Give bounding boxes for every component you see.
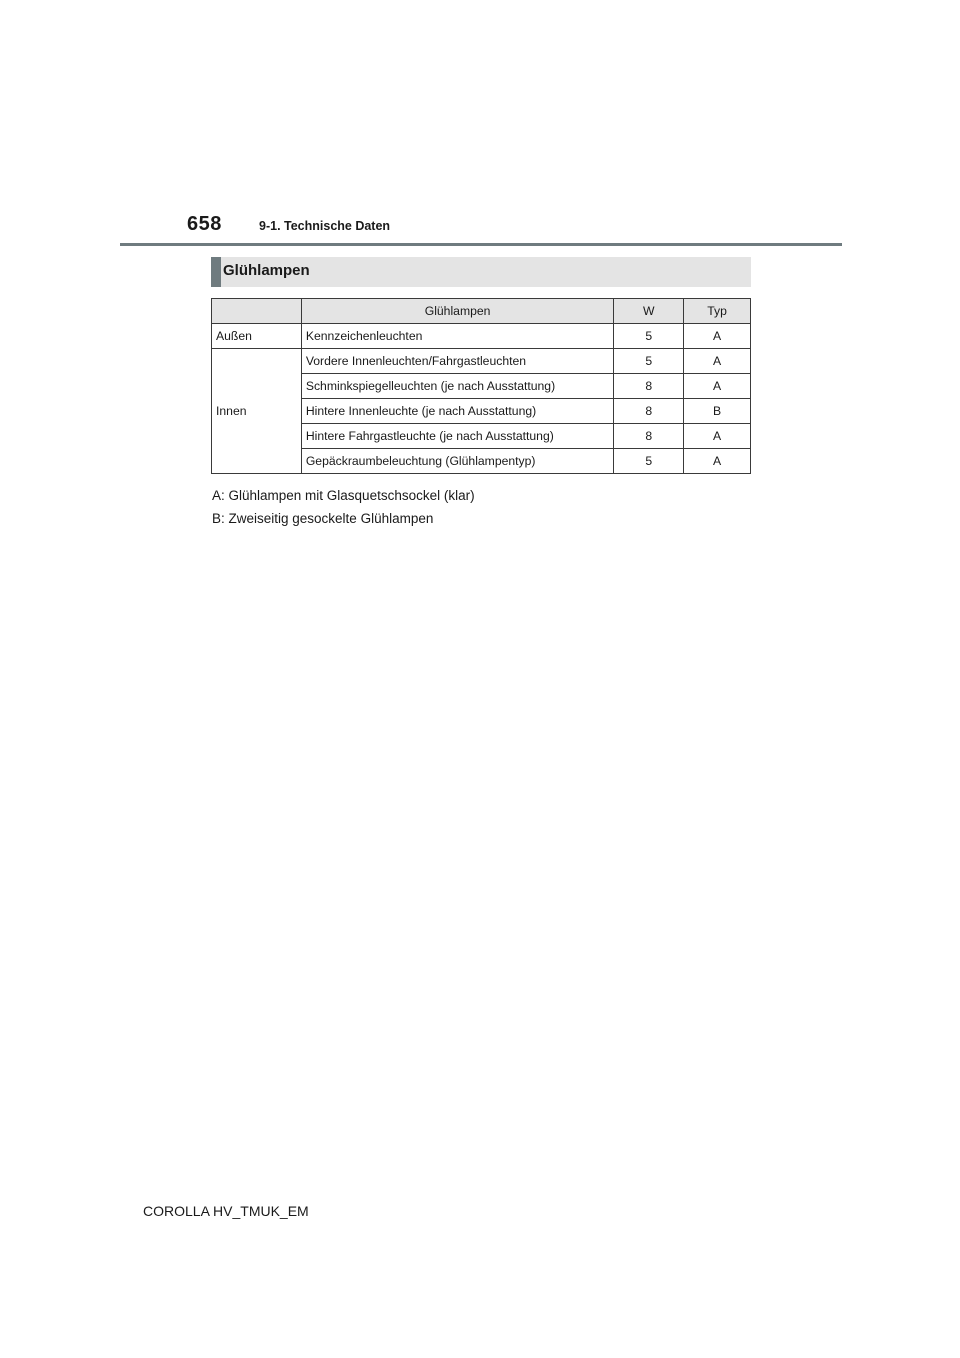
watt-cell: 8 — [614, 374, 684, 399]
bulb-table — [211, 298, 751, 474]
section-heading — [211, 257, 751, 287]
watt-cell: 5 — [614, 449, 684, 474]
location-cell-outside: Außen — [212, 324, 302, 349]
bulb-name-cell: Hintere Fahrgastleuchte (je nach Ausstattung) — [301, 424, 614, 449]
chapter-title: 9-1. Technische Daten — [259, 219, 391, 233]
footnote-type-a: A: Glühlampen mit Glasquetschsockel (klar) — [212, 488, 475, 503]
watt-cell: 8 — [614, 424, 684, 449]
bulb-name-cell: Kennzeichenleuchten — [301, 324, 614, 349]
table-header-row — [212, 299, 751, 324]
bulb-name-cell: Schminkspiegelleuchten (je nach Ausstattung) — [301, 374, 614, 399]
type-cell: A — [684, 449, 751, 474]
table-row — [212, 324, 751, 349]
section-heading-title: Glühlampen — [223, 262, 310, 279]
column-header-watt: W — [614, 299, 684, 324]
header-rule — [120, 243, 842, 246]
bulb-name-cell: Vordere Innenleuchten/Fahrgastleuchten — [301, 349, 614, 374]
page-number: 658 — [187, 213, 222, 235]
bulb-name-cell: Hintere Innenleuchte (je nach Ausstattung) — [301, 399, 614, 424]
table-row — [212, 349, 751, 374]
footnote-type-b: B: Zweiseitig gesockelte Glühlampen — [212, 511, 434, 526]
column-header-type: Typ — [684, 299, 751, 324]
column-header-bulbs: Glühlampen — [301, 299, 614, 324]
type-cell: A — [684, 424, 751, 449]
type-cell: A — [684, 349, 751, 374]
location-cell-inside: Innen — [212, 349, 302, 474]
type-cell: A — [684, 324, 751, 349]
watt-cell: 8 — [614, 399, 684, 424]
bulb-name-cell: Gepäckraumbeleuchtung (Glühlampentyp) — [301, 449, 614, 474]
type-cell: A — [684, 374, 751, 399]
watt-cell: 5 — [614, 349, 684, 374]
column-header-location — [212, 299, 302, 324]
type-cell: B — [684, 399, 751, 424]
footer-model-code: COROLLA HV_TMUK_EM — [143, 1203, 309, 1219]
watt-cell: 5 — [614, 324, 684, 349]
